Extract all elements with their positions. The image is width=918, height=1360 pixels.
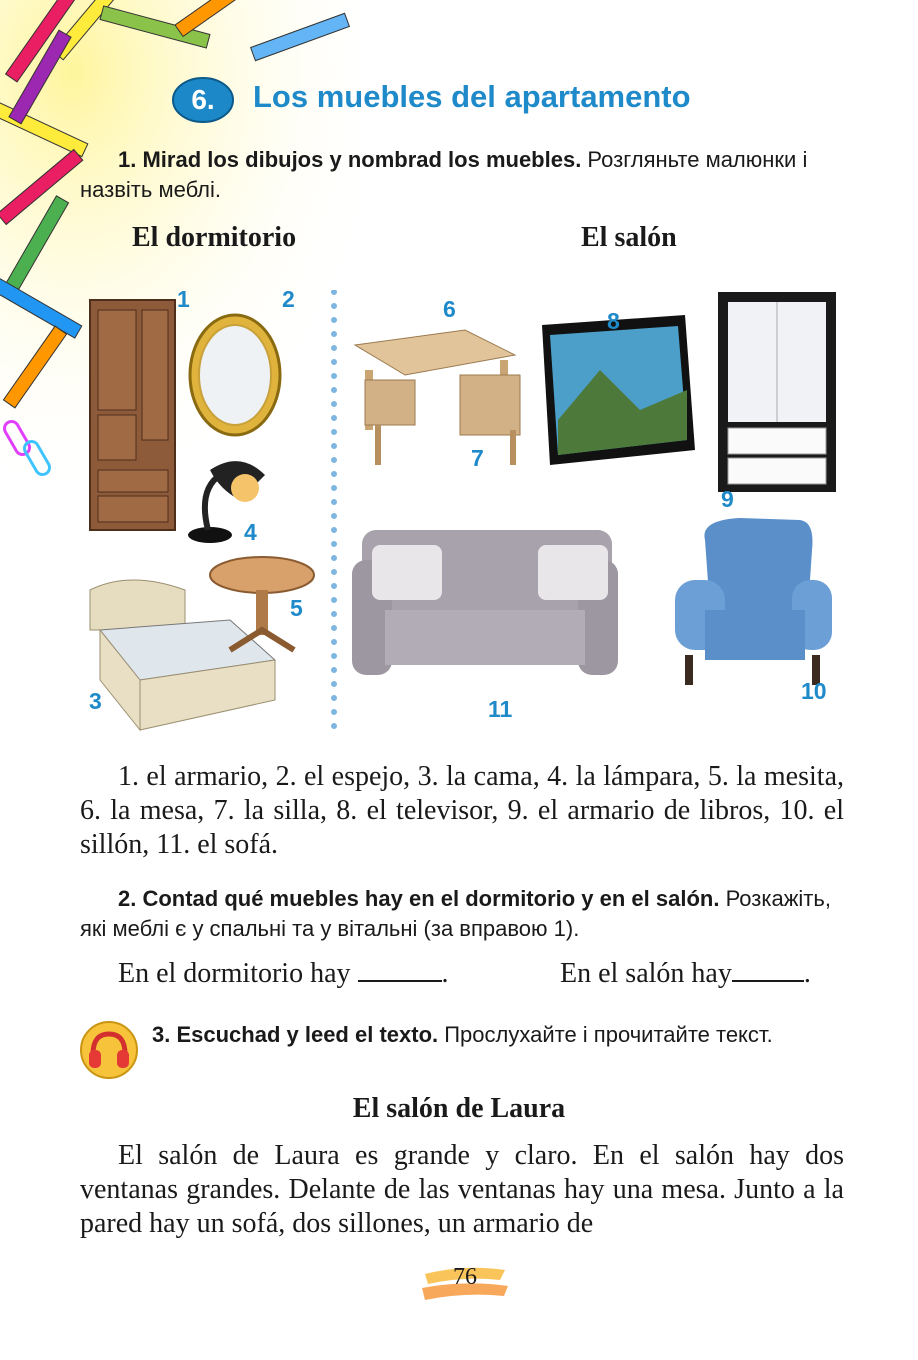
task-3-bold: 3. Escuchad y leed el texto. bbox=[152, 1022, 439, 1047]
fill-dormitorio bbox=[118, 958, 449, 990]
item-number-8: 8 bbox=[607, 308, 620, 334]
item-number-1: 1 bbox=[177, 286, 190, 312]
task-3-translation: Прослухайте і прочитайте текст. bbox=[438, 1022, 773, 1047]
sofa-illustration bbox=[352, 530, 618, 675]
wardrobe-illustration bbox=[90, 300, 175, 530]
item-number-11: 11 bbox=[488, 696, 513, 722]
reading-title: El salón de Laura bbox=[352, 1093, 566, 1124]
task-1 bbox=[80, 145, 844, 205]
page-number-box bbox=[420, 1256, 510, 1306]
item-number-4: 4 bbox=[244, 519, 257, 545]
lesson-title: Los muebles del apartamento bbox=[253, 79, 691, 114]
fill-salon-suffix: . bbox=[803, 958, 811, 989]
bed-illustration bbox=[90, 580, 275, 730]
column-heading-dormitorio: El dormitorio bbox=[132, 222, 297, 253]
task-2-translation: Розкажіть, які меблі є у спальні та у вітальні (за вправою 1). bbox=[80, 886, 831, 941]
vocabulary-list: 1. el armario, 2. el espejo, 3. la cama, 4. la lámpara, 5. la mesita, 6. la mesa, 7. la silla, 8. el televisor, 9. el armario de libros, 10. el sillón, 11. el sofá. bbox=[80, 761, 844, 860]
bookcase-illustration bbox=[718, 292, 836, 492]
item-number-3: 3 bbox=[89, 688, 102, 714]
item-number-10: 10 bbox=[801, 678, 827, 704]
task-1-translation: Розгляньте малюнки і назвіть меблі. bbox=[80, 147, 808, 202]
fill-dormitorio-blank[interactable] bbox=[358, 958, 442, 982]
lesson-number: 6. bbox=[191, 84, 215, 115]
column-heading-salon: El salón bbox=[581, 222, 677, 253]
item-number-2: 2 bbox=[282, 286, 295, 312]
table-chairs-illustration bbox=[355, 330, 520, 465]
page-number: 76 bbox=[453, 1264, 477, 1290]
fill-salon bbox=[560, 958, 811, 990]
item-number-7: 7 bbox=[471, 445, 484, 471]
item-number-6: 6 bbox=[443, 296, 456, 322]
furniture-illustrations bbox=[80, 290, 845, 740]
fill-dormitorio-prefix: En el dormitorio hay bbox=[118, 958, 351, 989]
headphones-icon[interactable] bbox=[80, 1020, 138, 1080]
tv-illustration bbox=[542, 315, 695, 465]
task-2-bold: 2. Contad qué muebles hay en el dormitorio y en el salón. bbox=[118, 886, 720, 911]
fill-dormitorio-suffix: . bbox=[441, 958, 449, 989]
task-1-bold: 1. Mirad los dibujos y nombrad los muebles. bbox=[118, 147, 582, 172]
fill-salon-prefix: En el salón hay bbox=[560, 958, 732, 989]
armchair-illustration bbox=[675, 518, 832, 685]
task-3 bbox=[152, 1020, 844, 1050]
reading-text: El salón de Laura es grande y claro. En el salón hay dos ventanas grandes. Delante de las ventanas hay una mesa. Junto a la pared hay un sofá, dos sillones, un armario de bbox=[80, 1140, 844, 1239]
dotted-divider bbox=[330, 290, 338, 730]
mirror-illustration bbox=[190, 315, 280, 435]
item-number-5: 5 bbox=[290, 595, 303, 621]
task-2 bbox=[80, 884, 844, 944]
fill-salon-blank[interactable] bbox=[732, 958, 804, 982]
item-number-9: 9 bbox=[721, 486, 734, 512]
